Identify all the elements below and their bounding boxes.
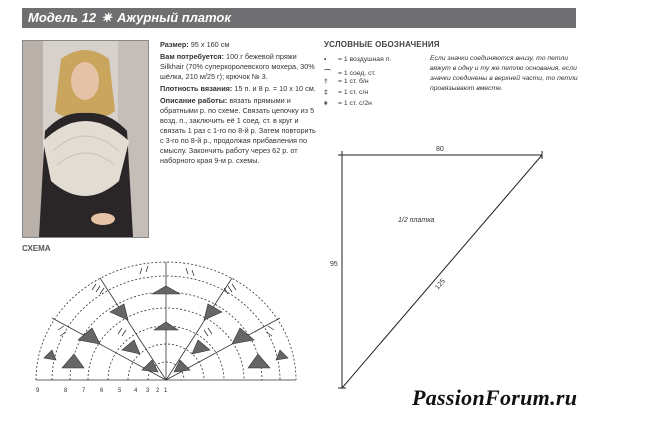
- work-line: [160, 96, 320, 166]
- row-number: 2: [156, 388, 160, 394]
- size-value: 95 х 160 см: [190, 40, 230, 49]
- model-photo: [22, 40, 149, 238]
- legend-item-label: = 1 соед. ст.: [338, 70, 376, 77]
- legend-item-label: = 1 ст. б/н: [338, 78, 369, 85]
- row-number: 9: [36, 388, 40, 394]
- materials-value: 100 г бежевой пряжи Silkhair (70% суперкоролевского мохера, 30% шёлка, 210 м/25 г); крючок № 3.: [160, 52, 315, 81]
- hypotenuse-label: 125: [434, 277, 448, 292]
- half-shawl-label: 1/2 платка: [398, 217, 435, 224]
- legend-item-label: = 1 воздушная п.: [338, 56, 392, 63]
- materials-line: [160, 52, 320, 82]
- schema-title: СХЕМА: [22, 244, 51, 253]
- crochet-schema: [22, 250, 312, 400]
- work-value: вязать прямыми и обратными р. по схеме. Связать цепочку из 5 возд. п., заключить её 1 соед. ст. в круг и связать 1 раз с 1-го по 8-й р. Затем повторить с 3-го по 8-й р., продолжая прибавления по смыслу. Закончить работу через 62 р. от наборного края 9-м р. схемы.: [160, 96, 316, 165]
- treble-crochet-icon: ⧧: [324, 100, 328, 107]
- legend-title: УСЛОВНЫЕ ОБОЗНАЧЕНИЯ: [324, 40, 440, 49]
- row-number: 7: [82, 388, 86, 394]
- top-dimension-label: 80: [436, 146, 444, 153]
- density-line: [160, 84, 320, 94]
- row-number: 8: [64, 388, 68, 394]
- row-number: 5: [118, 388, 122, 394]
- slip-stitch-icon: ⌒: [324, 70, 331, 77]
- row-number: 1: [164, 388, 168, 394]
- legend-item-label: = 1 ст. с/2н: [338, 100, 372, 107]
- header-bar: [22, 8, 576, 28]
- legend-item: [324, 67, 376, 77]
- legend-item: [324, 89, 368, 96]
- chain-stitch-icon: •: [324, 56, 327, 63]
- row-number: 3: [146, 388, 150, 394]
- work-label: Описание работы:: [160, 96, 228, 105]
- density-label: Плотность вязания:: [160, 84, 233, 93]
- row-number: 4: [134, 388, 138, 394]
- model-number: Модель 12: [28, 10, 97, 25]
- star-icon: ✷: [101, 10, 112, 25]
- description-block: [160, 40, 320, 168]
- row-number: 6: [100, 388, 104, 394]
- size-diagram: [320, 140, 560, 400]
- left-dimension-label: 95: [330, 261, 338, 268]
- materials-label: Вам потребуется:: [160, 52, 224, 61]
- legend-item-label: = 1 ст. с/н: [338, 89, 369, 96]
- size-line: [160, 40, 320, 50]
- legend-item: [324, 56, 391, 63]
- legend-item: [324, 78, 369, 85]
- double-crochet-icon: ‡: [324, 89, 328, 96]
- legend-note: Если значки соединяются внизу, то петли вяжут в одну и ту же петлю основания, если значки соединены в верхней части, то петли провязывают вместе.: [430, 55, 578, 92]
- legend-item: [324, 100, 372, 108]
- single-crochet-icon: †: [324, 78, 328, 85]
- size-label: Размер:: [160, 40, 189, 49]
- page-title: Ажурный платок: [116, 10, 231, 25]
- watermark: PassionForum.ru: [412, 385, 578, 410]
- density-value: 15 п. и 8 р. = 10 х 10 см.: [234, 84, 316, 93]
